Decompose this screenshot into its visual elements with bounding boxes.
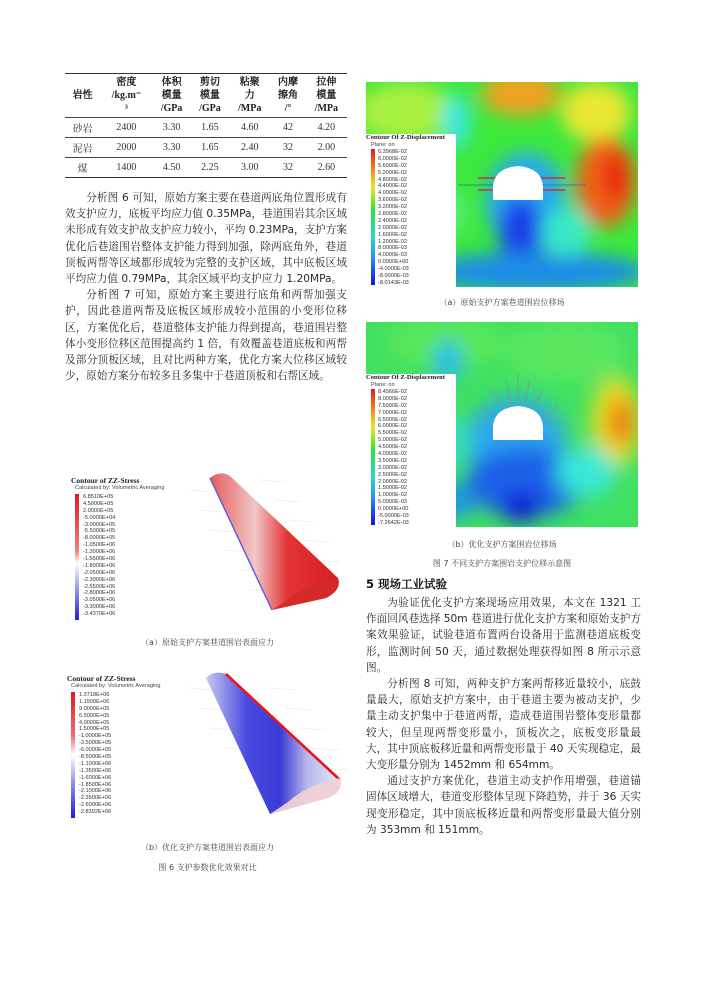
paragraph: 通过支护方案优化，巷道主动支护作用增强，巷道锚固体区域增大，巷道变形整体呈现下降趋势，并于 36 天实现变形稳定，其中顶底板移近量和两帮变形量最大值分别为 353mm 和 151mm。 — [366, 775, 641, 836]
table-cell: 2.00 — [306, 138, 347, 158]
legend-value: 1.5000E+05 — [79, 726, 110, 733]
legend-value: 7.5000E-02 — [378, 402, 407, 409]
legend-value: 8.0000E-02 — [378, 395, 407, 402]
legend-value: 2.4000E-02 — [378, 217, 407, 224]
legend-value: 2.0000E-02 — [378, 478, 407, 485]
table-cell: 2.25 — [191, 158, 229, 178]
legend-value: -5.0000E-03 — [378, 513, 409, 520]
legend-value: -5.0000E+04 — [83, 514, 116, 521]
table-cell: 砂岩 — [65, 118, 100, 138]
legend-value: 3.0000E-02 — [378, 464, 407, 471]
table-cell: 3.00 — [229, 158, 270, 178]
figure6-caption: 图 6 支护参数优化效果对比 — [158, 863, 257, 872]
table-row — [65, 118, 347, 138]
figure6a — [65, 470, 350, 630]
legend-value: -2.6000E+06 — [79, 802, 112, 809]
legend-value: 2.8000E-02 — [378, 211, 407, 218]
table-cell: 32 — [270, 158, 305, 178]
stress-tunnel-model-a — [190, 470, 350, 630]
table-header-cell: 岩性 — [65, 74, 100, 118]
legend-values — [378, 149, 409, 287]
legend-value: 4.8000E-02 — [378, 176, 407, 183]
stress-legend-a — [71, 476, 183, 628]
table-cell: 1.65 — [191, 118, 229, 138]
figure7a — [366, 82, 638, 287]
legend-value: -8.0143E-03 — [378, 279, 409, 286]
left-text-column — [65, 190, 347, 384]
table-cell: 2.60 — [306, 158, 347, 178]
legend-values — [378, 389, 409, 527]
legend-value: -5.5000E+05 — [83, 528, 116, 535]
legend-value: 4.5000E+05 — [83, 500, 114, 507]
displacement-legend-b — [366, 374, 456, 527]
table-cell: 1.65 — [191, 138, 229, 158]
legend-value: -2.1000E+06 — [79, 788, 112, 795]
legend-value: 5.5000E-02 — [378, 430, 407, 437]
section-heading: 5 现场工业试验 — [366, 577, 448, 591]
displacement-legend-a — [366, 134, 456, 287]
legend-value: -1.8500E+06 — [79, 781, 112, 788]
legend-value: 3.5000E-02 — [378, 457, 407, 464]
legend-value: 4.0000E+05 — [79, 719, 110, 726]
legend-title: Contour Of Z-Displacement — [366, 374, 445, 381]
table-row — [65, 138, 347, 158]
figure7b-caption: （b）优化支护方案围岩位移场 — [447, 540, 557, 549]
table-cell: 1400 — [100, 158, 152, 178]
legend-value: 6.3968E-02 — [378, 149, 407, 155]
table-cell: 2.40 — [229, 138, 270, 158]
legend-value: 4.0000E-03 — [378, 252, 407, 259]
legend-value: -8.5000E+05 — [79, 754, 112, 761]
legend-value: -2.8392E+06 — [79, 809, 112, 816]
legend-value: -1.8000E+06 — [83, 562, 116, 569]
legend-values — [79, 692, 111, 816]
legend-title: Contour Of Z-Displacement — [366, 134, 445, 141]
table-cell: 2000 — [100, 138, 152, 158]
legend-value: -3.0000E+05 — [83, 521, 116, 528]
legend-value: 0.0000E+00 — [378, 506, 409, 513]
section5 — [366, 577, 641, 838]
table-cell: 2400 — [100, 118, 152, 138]
figure6b-caption: （b）优化支护方案巷道围岩表面应力 — [140, 843, 275, 852]
table-cell: 煤 — [65, 158, 100, 178]
legend-value: 3.2000E-02 — [378, 204, 407, 211]
legend-value: 6.0000E-02 — [378, 423, 407, 430]
legend-value: 1.6000E-02 — [378, 231, 407, 238]
figure7-caption: 图 7 不同支护方案围岩支护位移示意图 — [432, 559, 572, 568]
legend-value: -1.0500E+06 — [83, 542, 116, 549]
table-cell: 4.60 — [229, 118, 270, 138]
table-header-cell: 拉伸 模量 /MPa — [306, 74, 347, 118]
legend-value: 2.0000E+05 — [83, 507, 114, 514]
legend-value: 0.0000E+00 — [378, 259, 409, 266]
legend-subtitle: Plane: on — [371, 382, 395, 388]
legend-value: 4.0000E-02 — [378, 451, 407, 458]
table-cell: 4.50 — [152, 158, 190, 178]
legend-value: -3.5000E+05 — [79, 740, 112, 747]
legend-value: -1.3500E+06 — [79, 767, 112, 774]
legend-value: 4.5000E-02 — [378, 444, 407, 451]
legend-value: -3.4370E+06 — [83, 611, 116, 618]
legend-values — [83, 494, 115, 618]
table-cell: 泥岩 — [65, 138, 100, 158]
table-row — [65, 158, 347, 178]
stress-tunnel-model-b — [190, 668, 350, 833]
legend-value: -2.8000E+06 — [83, 590, 116, 597]
legend-value: 1.2000E-02 — [378, 238, 407, 245]
table-cell: 3.30 — [152, 138, 190, 158]
legend-title: Contour of ZZ-Stress — [67, 674, 136, 683]
legend-value: -2.5500E+06 — [83, 583, 116, 590]
legend-value: 5.6000E-02 — [378, 162, 407, 169]
legend-value: -1.3000E+06 — [83, 549, 116, 556]
legend-value: 5.2000E-02 — [378, 169, 407, 176]
stress-legend-b — [67, 674, 179, 832]
legend-colorbar — [71, 692, 75, 818]
legend-value: 6.8510E+05 — [83, 494, 114, 500]
table-cell: 4.20 — [306, 118, 347, 138]
legend-colorbar — [75, 494, 79, 620]
legend-value: 6.0000E-02 — [378, 155, 407, 162]
legend-value: 1.1500E+06 — [79, 698, 110, 705]
legend-value: 2.5000E-02 — [378, 471, 407, 478]
legend-value: 4.0000E-02 — [378, 190, 407, 197]
paragraph: 分析图 6 可知，原始方案主要在巷道两底角位置形成有效支护应力，底板平均应力值 0.35MPa，巷道围岩其余区域未形成有效支护故支护应力较小，平均 0.23MPa，支护方案优化后巷道围岩整体支护能力得到加强，除两底角外，巷道顶板两帮等区域都形成较为完整的支护区域，其中底板区域平均应力值 0.79MPa，其余区域平均支护应力 1.20MPa。 — [65, 192, 347, 286]
legend-value: -2.3500E+06 — [79, 795, 112, 802]
right-text-block — [366, 595, 641, 838]
legend-colorbar — [371, 389, 375, 525]
legend-colorbar — [371, 149, 375, 285]
legend-value: 8.0000E-03 — [378, 245, 407, 252]
legend-value: 1.5000E-02 — [378, 485, 407, 492]
legend-value: 1.0000E-02 — [378, 492, 407, 499]
legend-value: -4.0000E-03 — [378, 266, 409, 273]
legend-value: 7.0000E-02 — [378, 409, 407, 416]
table-cell: 3.30 — [152, 118, 190, 138]
table-header-cell: 体积 模量 /GPa — [152, 74, 190, 118]
legend-subtitle: Calculated by: Volumetric Averaging — [75, 485, 165, 491]
figure7b — [366, 322, 638, 527]
legend-value: 3.6000E-02 — [378, 197, 407, 204]
legend-title: Contour of ZZ-Stress — [71, 476, 140, 485]
legend-value: 8.4566E-02 — [378, 389, 407, 395]
legend-value: -1.5500E+06 — [83, 556, 116, 563]
legend-value: 4.4000E-02 — [378, 183, 407, 190]
legend-value: -3.0500E+06 — [83, 597, 116, 604]
figure7a-caption: （a）原始支护方案巷道围岩位移场 — [439, 298, 565, 307]
legend-subtitle: Calculated by: Volumetric Averaging — [71, 683, 161, 689]
legend-value: -8.0000E+05 — [83, 535, 116, 542]
legend-value: -1.0000E+05 — [79, 733, 112, 740]
table-header-cell: 密度 /kg.m⁻ ³ — [100, 74, 152, 118]
legend-value: -8.0000E-03 — [378, 273, 409, 280]
rock-properties-table — [65, 73, 347, 178]
legend-value: 9.0000E+05 — [79, 705, 110, 712]
legend-value: 6.5000E+05 — [79, 712, 110, 719]
legend-value: 1.3718E+06 — [79, 692, 110, 698]
legend-value: -2.0500E+06 — [83, 569, 116, 576]
legend-value: -6.0000E+05 — [79, 747, 112, 754]
legend-value: -7.2642E-03 — [378, 519, 409, 526]
legend-value: 5.0000E-03 — [378, 499, 407, 506]
paragraph: 分析图 8 可知，两种支护方案两帮移近量较小，底鼓量最大，原始支护方案中，由于巷道主要为被动支护，少量主动支护集中于巷道两帮，造成巷道围岩整体变形量都较大，但呈现两帮变形量小，顶板次之，底板变形量最大，其中顶底板移近量和两帮变形量于 40 天实现稳定，最大变形量分别为 1452mm 和 654mm。 — [366, 678, 641, 772]
legend-value: 6.5000E-02 — [378, 416, 407, 423]
legend-value: -1.1000E+06 — [79, 760, 112, 767]
legend-value: -1.6000E+06 — [79, 774, 112, 781]
table-cell: 32 — [270, 138, 305, 158]
legend-value: 5.0000E-02 — [378, 437, 407, 444]
legend-value: 2.0000E-02 — [378, 224, 407, 231]
table-cell: 42 — [270, 118, 305, 138]
figure6b — [65, 668, 350, 838]
table-header-cell: 剪切 模量 /GPa — [191, 74, 229, 118]
paragraph: 分析图 7 可知，原始方案主要进行底角和两帮加强支护，因此巷道两帮及底板区域形成较小范围的小变形位移区，方案优化后，巷道整体支护能力得到提高，巷道围岩整体小变形位移区范围提高约 1 倍，有效覆盖巷道底板和两帮及部分顶板区域，且对比两种方案，优化方案大位移区域较少，原始方案分布较多且多集中于巷道顶板和右帮区域。 — [65, 289, 347, 383]
table-header-cell: 内摩 擦角 /° — [270, 74, 305, 118]
legend-value: -3.3000E+06 — [83, 604, 116, 611]
table-header-cell: 粘聚 力 /MPa — [229, 74, 270, 118]
legend-subtitle: Plane: on — [371, 142, 395, 148]
paragraph: 为验证优化支护方案现场应用效果，本文在 1321 工作面回风巷选择 50m 巷道进行优化支护方案和原始支护方案效果验证，试验巷道布置两台设备用于监测巷道底板变形，监测时间 50 天，通过数据处理获得如图 8 所示示意图。 — [366, 597, 641, 674]
legend-value: -2.3000E+06 — [83, 576, 116, 583]
figure6a-caption: （a）原始支护方案巷道围岩表面应力 — [141, 638, 274, 647]
